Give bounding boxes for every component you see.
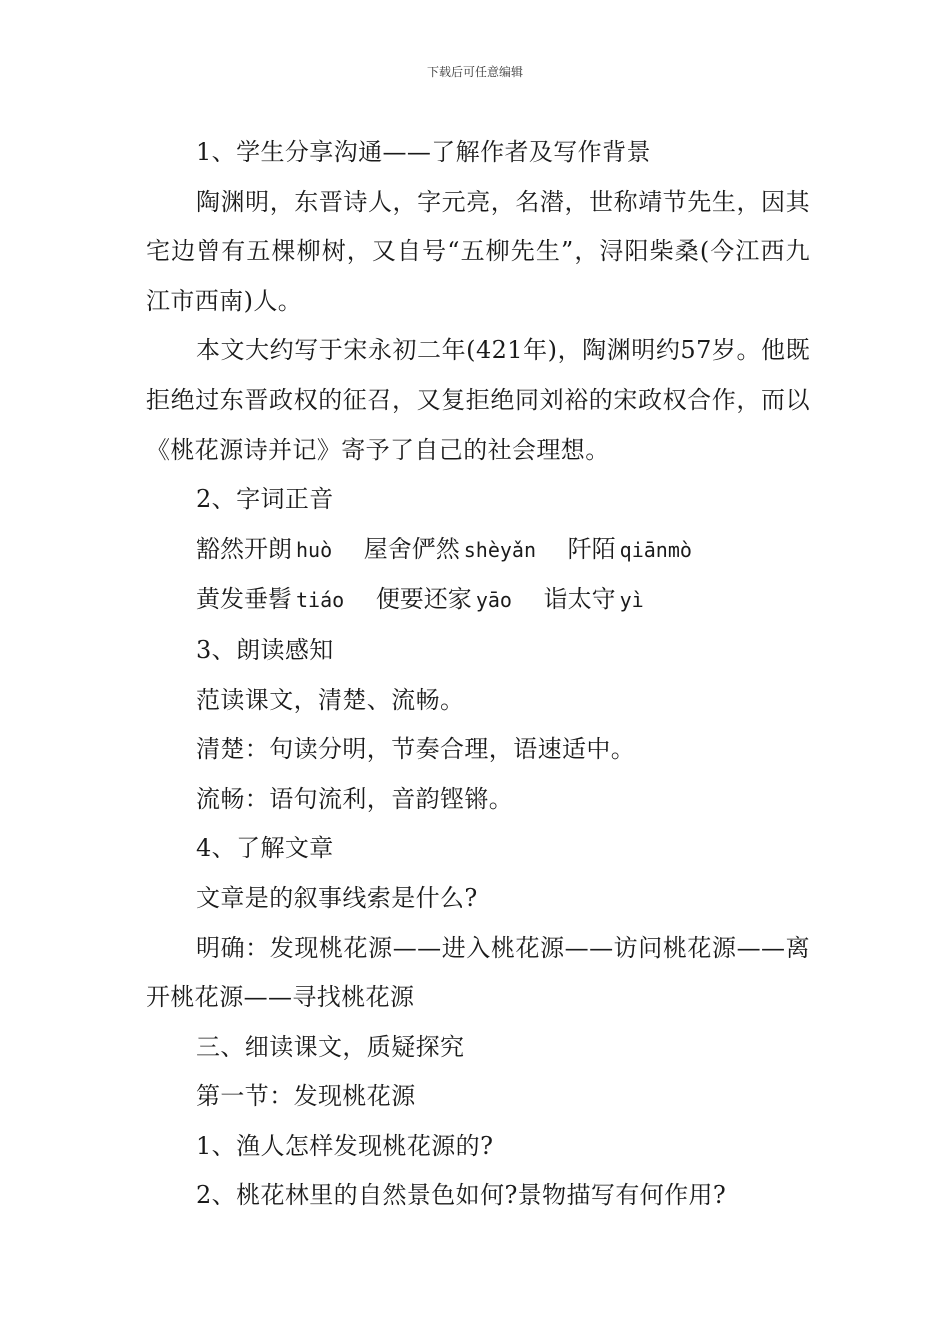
paragraph-question-clue: 文章是的叙事线索是什么? — [196, 883, 478, 912]
pinyin-reading: qiānmò — [619, 537, 692, 562]
pinyin-reading: yāo — [475, 588, 512, 613]
pinyin-reading: tiáo — [296, 588, 345, 613]
pinyin-item — [364, 525, 536, 576]
pinyin-item — [544, 575, 644, 626]
paragraph-clarity: 清楚：句读分明，节奏合理，语速适中。 — [196, 735, 636, 764]
pinyin-item — [568, 525, 692, 576]
section-heading-close-reading: 三、细读课文，质疑探究 — [196, 1032, 465, 1061]
pinyin-reading: shèyǎn — [463, 537, 537, 562]
section-heading-reading: 3、朗读感知 — [196, 635, 334, 664]
pinyin-word: 豁然开朗 — [196, 534, 292, 563]
section-heading-understanding: 4、了解文章 — [196, 834, 334, 863]
pinyin-word: 黄发垂髫 — [196, 585, 292, 614]
pinyin-word: 阡陌 — [567, 534, 616, 563]
pinyin-row — [146, 525, 810, 576]
paragraph-author-intro: 陶渊明，东晋诗人，字元亮，名潜，世称靖节先生，因其宅边曾有五棵柳树，又自号“五柳先生”，浔阳柴桑(今江西九江市西南)人。 — [146, 187, 810, 315]
pinyin-item — [196, 575, 344, 626]
pinyin-item — [196, 525, 332, 576]
paragraph-fluency: 流畅：语句流利，音韵铿锵。 — [196, 784, 514, 813]
pinyin-row — [146, 575, 810, 626]
pinyin-reading: yì — [619, 588, 644, 613]
paragraph-question-2: 2、桃花林里的自然景色如何?景物描写有何作用? — [196, 1181, 727, 1210]
document-body — [146, 128, 810, 1221]
pinyin-word: 便要还家 — [375, 585, 472, 614]
section-heading-pronunciation: 2、字词正音 — [196, 485, 334, 514]
paragraph-writing-background: 本文大约写于宋永初二年(421年)，陶渊明约57岁。他既拒绝过东晋政权的征召，又复拒绝同刘裕的宋政权合作，而以《桃花源诗并记》寄予了自己的社会理想。 — [146, 336, 810, 464]
paragraph-answer-clue: 明确：发现桃花源——进入桃花源——访问桃花源——离开桃花源——寻找桃花源 — [146, 933, 810, 1012]
section-heading-background: 1、学生分享沟通——了解作者及写作背景 — [196, 138, 651, 166]
pinyin-word: 诣太守 — [543, 585, 616, 614]
subsection-heading-discovery: 第一节：发现桃花源 — [196, 1082, 416, 1111]
paragraph-question-1: 1、渔人怎样发现桃花源的? — [196, 1131, 494, 1160]
pinyin-word: 屋舍俨然 — [363, 534, 460, 563]
paragraph-model-reading: 范读课文，清楚、流畅。 — [196, 685, 465, 714]
page-header: 下载后可任意编辑 — [426, 65, 523, 79]
pinyin-item — [376, 575, 512, 626]
pinyin-reading: huò — [296, 537, 333, 562]
